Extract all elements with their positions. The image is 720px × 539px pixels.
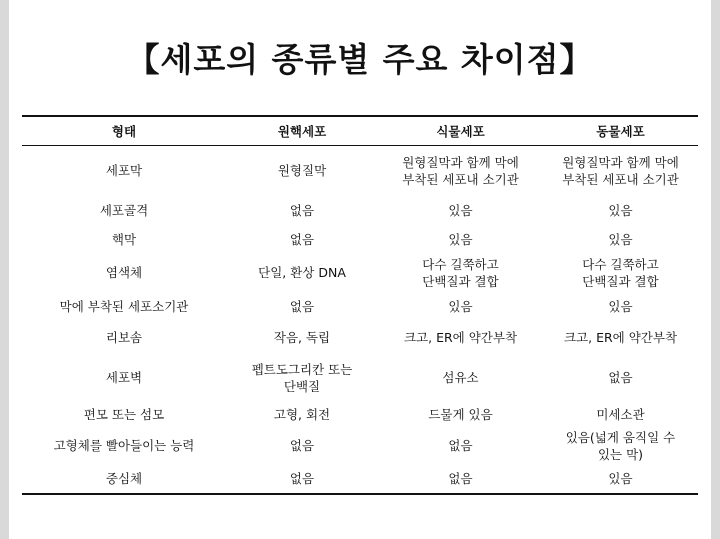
animal-cell: 있음: [608, 202, 633, 218]
feature-cell: 막에 부착된 세포소기관: [59, 298, 189, 314]
table-row: [22, 254, 698, 292]
plant-cell: 크고, ER에 약간부착: [403, 329, 518, 345]
plant-cell: 없음: [448, 438, 473, 453]
animal-cell: 원형질막과 함께 막에 부착된 세포내 소기관: [562, 154, 679, 187]
header-prokaryote: 원핵세포: [226, 116, 378, 146]
animal-cell: 없음: [608, 370, 633, 385]
plant-cell: 있음: [448, 202, 473, 218]
plant-cell: 드물게 있음: [428, 407, 493, 422]
table-row: [22, 146, 698, 196]
animal-cell: 미세소관: [596, 407, 645, 422]
header-animal-cell: 동물세포: [543, 116, 698, 146]
prokaryote-cell: 없음: [289, 231, 315, 247]
plant-cell: 없음: [378, 464, 543, 494]
prokaryote-cell: 없음: [226, 464, 378, 494]
feature-cell: 세포벽: [105, 370, 143, 385]
table-row: [22, 292, 698, 321]
table-row: [22, 428, 698, 464]
feature-cell: 중심체: [22, 464, 226, 494]
slide: [9, 0, 711, 539]
feature-cell: 핵막: [111, 231, 137, 247]
table-row: [22, 321, 698, 354]
header-plant-cell: 식물세포: [378, 116, 543, 146]
header-form: 형태: [22, 116, 226, 146]
plant-cell: 있음: [448, 231, 473, 247]
prokaryote-cell: 작음, 독립: [273, 329, 331, 345]
plant-cell: 있음: [448, 298, 473, 314]
animal-cell: 크고, ER에 약간부착: [563, 329, 678, 345]
feature-cell: 고형체를 빨아들이는 능력: [53, 438, 195, 453]
table-row: [22, 354, 698, 402]
feature-cell: 세포골격: [99, 202, 149, 218]
animal-cell: 다수 길쭉하고 단백질과 결합: [582, 256, 659, 289]
feature-cell: 리보솜: [105, 329, 143, 345]
prokaryote-cell: 단일, 환상 DNA: [258, 265, 346, 280]
comparison-table: [22, 115, 698, 495]
feature-cell: 세포막: [105, 163, 143, 179]
animal-cell: 있음(넓게 움직일 수 있는 막): [565, 429, 676, 462]
table-row: [22, 402, 698, 428]
table-header-row: [22, 116, 698, 146]
animal-cell: 있음: [543, 464, 698, 494]
plant-cell: 다수 길쭉하고 단백질과 결합: [422, 256, 499, 289]
feature-cell: 염색체: [105, 265, 143, 280]
feature-cell: 편모 또는 섬모: [83, 407, 165, 422]
prokaryote-cell: 펩트도그리칸 또는 단백질: [251, 361, 353, 394]
page-title: 【세포의 종류별 주요 차이점】: [126, 40, 594, 79]
prokaryote-cell: 원형질막: [277, 163, 327, 179]
prokaryote-cell: 없음: [289, 438, 315, 453]
table-row: [22, 196, 698, 225]
animal-cell: 있음: [608, 298, 633, 314]
prokaryote-cell: 없음: [289, 202, 315, 218]
prokaryote-cell: 고형, 회전: [273, 407, 331, 422]
plant-cell: 원형질막과 함께 막에 부착된 세포내 소기관: [402, 154, 519, 187]
table-row: [22, 464, 698, 494]
plant-cell: 섬유소: [442, 370, 479, 385]
animal-cell: 있음: [608, 231, 633, 247]
table-row: [22, 225, 698, 254]
prokaryote-cell: 없음: [289, 298, 315, 314]
